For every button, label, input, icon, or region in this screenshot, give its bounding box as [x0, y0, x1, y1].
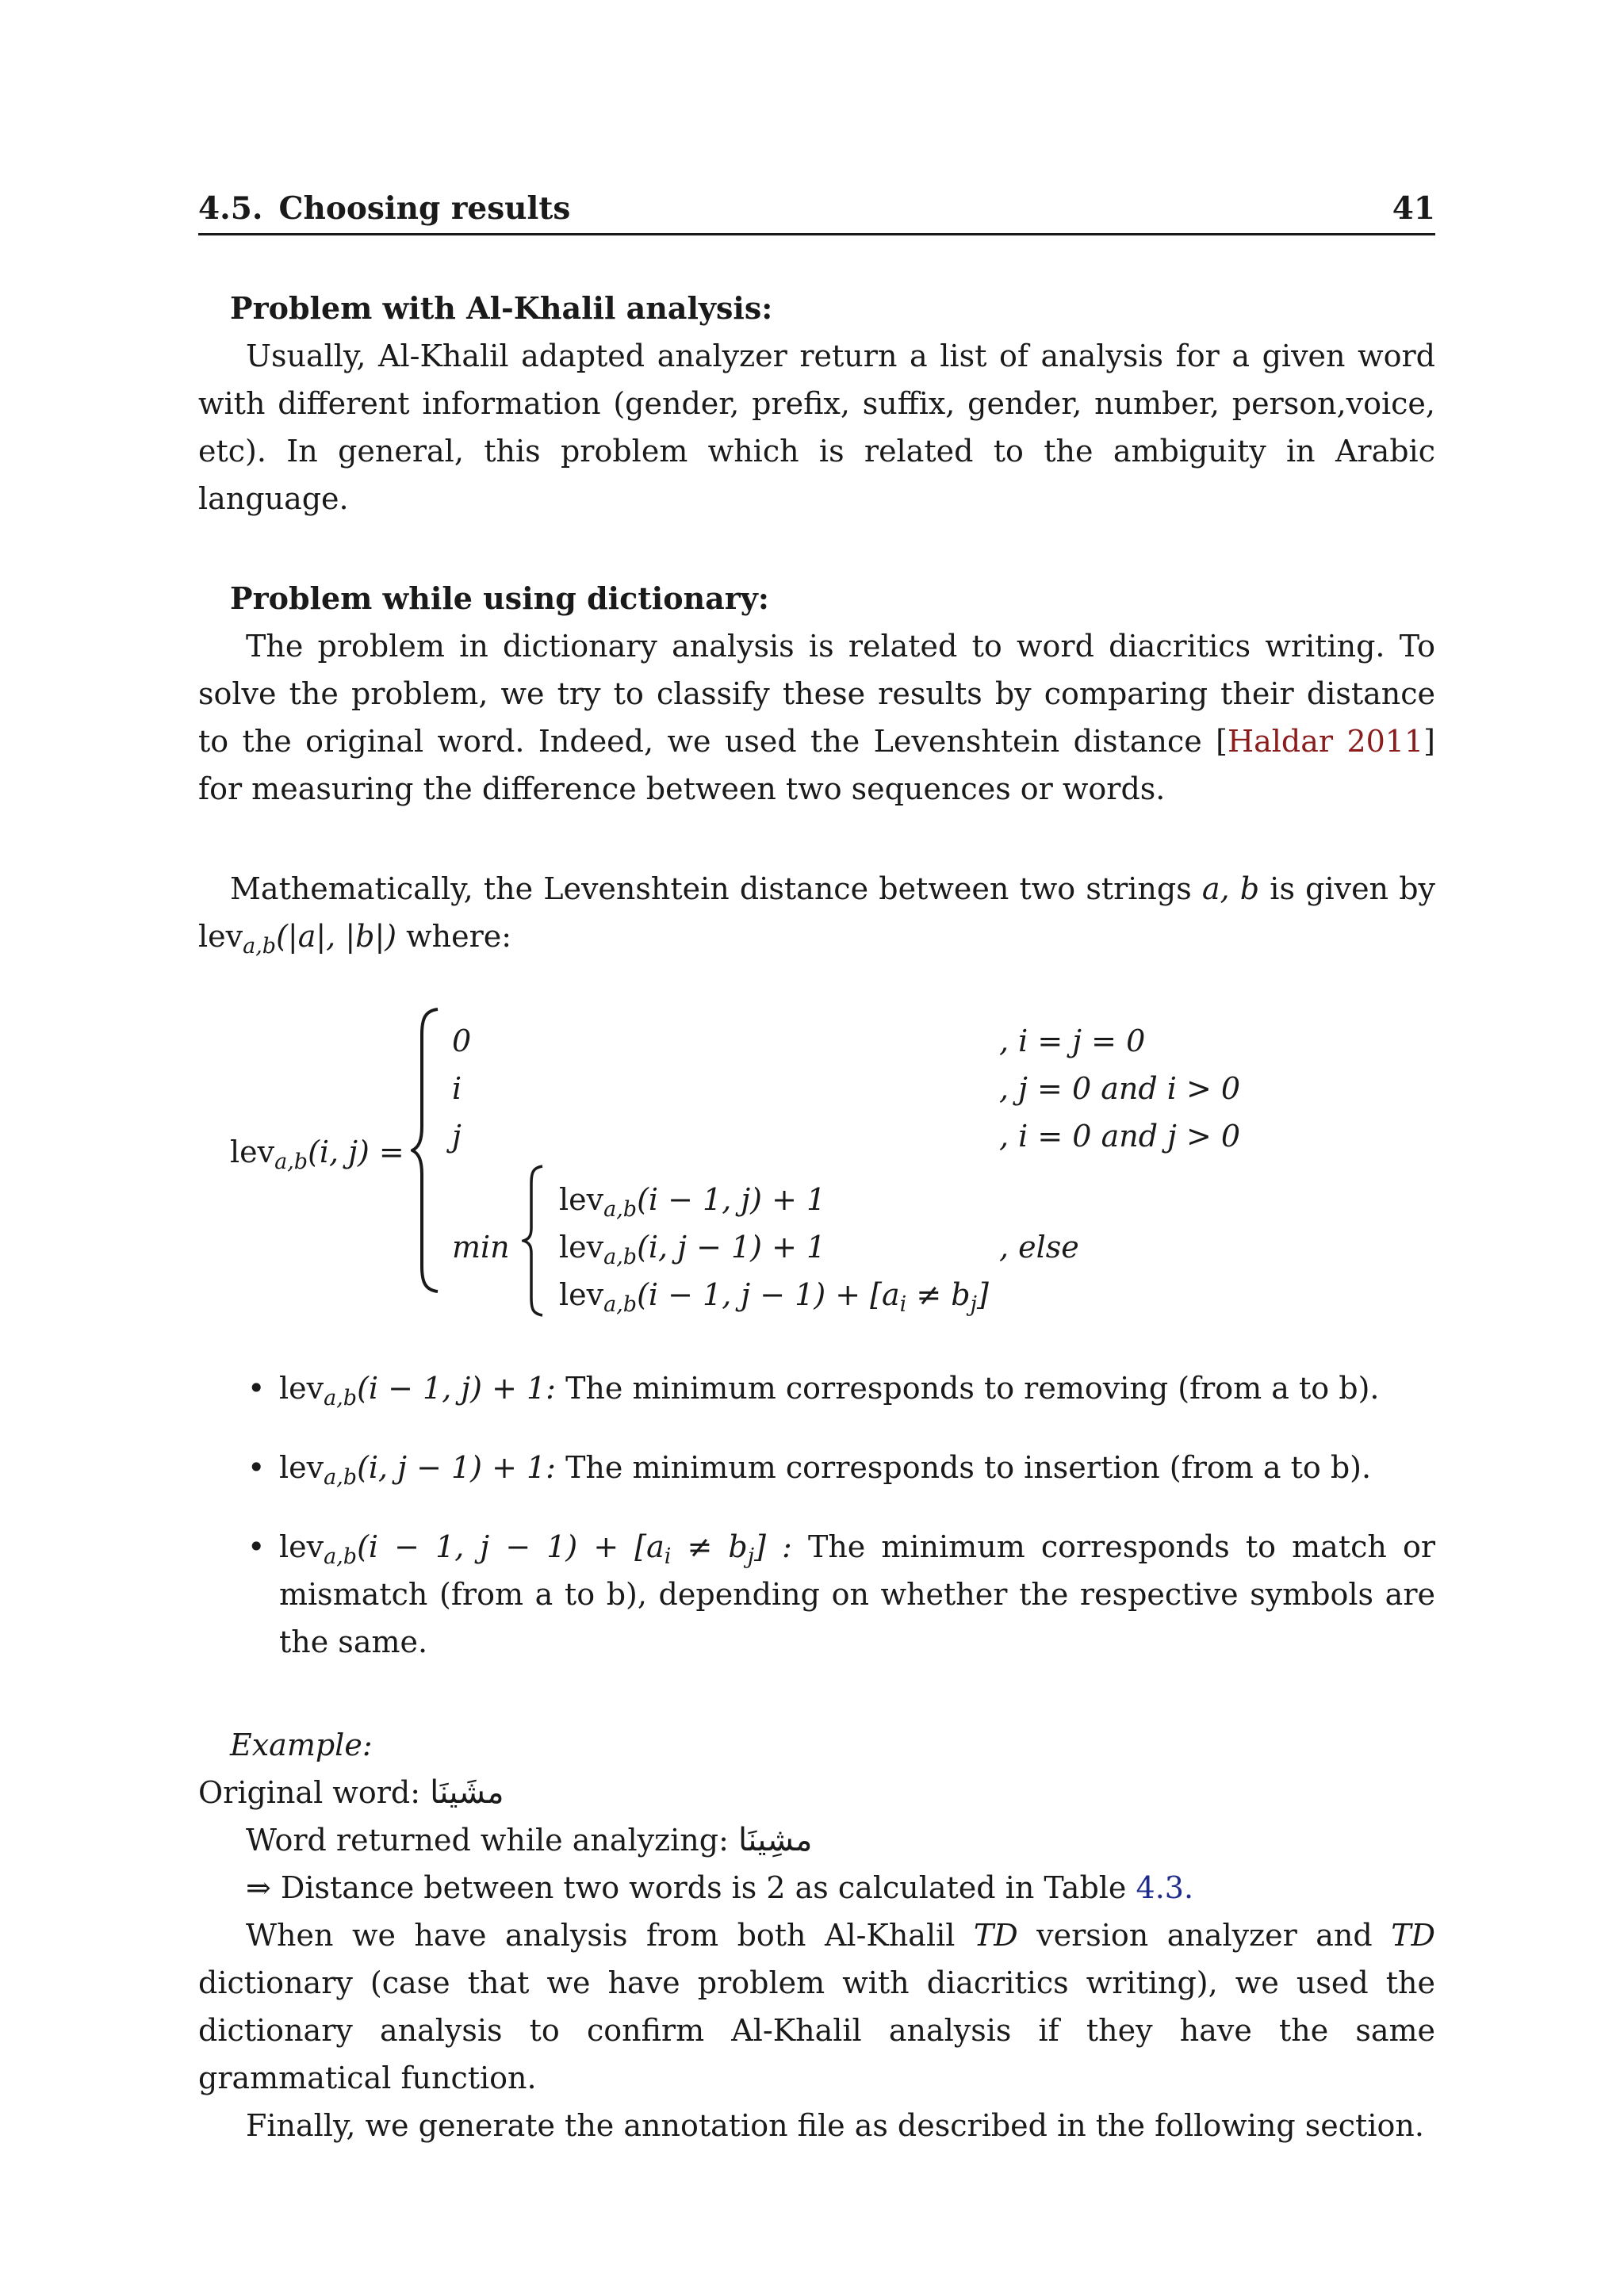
paragraph-al-khalil-problem: Usually, Al-Khalil adapted analyzer return a list of analysis for a given word with different information (gender, prefix, suffix, gender, number, person,voice, etc). In general, this problem which is related to the ambiguity in Arabic language. [198, 339, 1435, 516]
example-heading: Example: [230, 1728, 373, 1762]
min-term-substitution: lev$_{a,b}$(i − 1, $j - 1) + [a_i \ne b_j]$ [559, 1277, 989, 1317]
list-item: • lev$_{a,b}$(i, j − 1) + 1: The minimum corresponds to insertion (from a to b). [198, 1444, 1435, 1491]
paragraph-math-intro: Mathematically, the Levenshtein distance between two strings a, b is given by lev$_{a,b}$(|a|, |b|) where: [198, 871, 1435, 959]
inner-left-brace-icon [522, 1165, 546, 1317]
paragraph-combined-analysis: When we have analysis from both Al-Khalil TD version analyzer and TD dictionary (case that we have problem with diacritics writing), we used the dictionary analysis to confirm Al-Khalil analysis if they have the same grammatical function. [198, 1918, 1435, 2095]
returned-word-line: Word returned while analyzing: مشِينَا [246, 1822, 813, 1858]
left-brace-icon [411, 1008, 442, 1293]
min-term-insertion: lev$_{a,b}$(i, j − 1) + 1 [559, 1230, 826, 1269]
original-word: مشَينَا [430, 1774, 504, 1811]
original-word-line: Original word: مشَينَا [198, 1774, 504, 1811]
running-head [198, 190, 1435, 235]
case-condition: , j = 0 and i > 0 [999, 1071, 1241, 1106]
bullet-icon: • [247, 1529, 266, 1564]
paragraph-final: Finally, we generate the annotation file as described in the following section. [246, 2108, 1424, 2143]
list-item: • lev$_{a,b}$(i − 1, $j - 1) + [a_i \ne b_j]$ : The minimum corresponds to match or mismatch (from a to b), depending on whether the respective symbols are the same. [198, 1523, 1435, 1666]
case-condition: , i = j = 0 [999, 1024, 1146, 1058]
section-number: 4.5. [198, 190, 263, 227]
heading-al-khalil-problem: Problem with Al-Khalil analysis: [230, 290, 773, 326]
heading-dictionary-problem: Problem while using dictionary: [230, 580, 769, 616]
bullet-icon: • [247, 1371, 266, 1406]
distance-line: ⇒ Distance between two words is 2 as calculated in Table 4.3. [246, 1870, 1194, 1905]
case-value: i [452, 1071, 462, 1106]
min-label: min [452, 1230, 510, 1265]
list-item: • lev$_{a,b}$(i − 1, j) + 1: The minimum corresponds to removing (from a to b). [198, 1364, 1435, 1412]
equation-lhs: lev$_{a,b}$(i, j) = [230, 1135, 404, 1174]
citation-link[interactable]: Haldar 2011 [1227, 724, 1424, 759]
page [198, 190, 1435, 2149]
min-term-removal: lev$_{a,b}$(i − 1, j) + 1 [559, 1182, 826, 1222]
bullet-icon: • [247, 1450, 266, 1485]
section-title: Choosing results [278, 190, 571, 227]
running-head-section [198, 190, 570, 227]
bullet-list [198, 1364, 1435, 1666]
levenshtein-equation [198, 1008, 1435, 1317]
paragraph-dictionary-problem: The problem in dictionary analysis is related to word diacritics writing. To solve the problem, we try to classify these results by comparing their distance to the original word. Indeed, we used the Levenshtein distance [Haldar 2011] for measuring the difference between two sequences or words. [198, 629, 1435, 806]
case-value: j [452, 1119, 462, 1154]
case-value: 0 [452, 1024, 472, 1058]
case-condition-else: , else [999, 1230, 1079, 1265]
page-number: 41 [1392, 190, 1435, 227]
case-condition: , i = 0 and j > 0 [999, 1119, 1241, 1154]
table-reference-link[interactable]: 4.3 [1136, 1870, 1184, 1905]
page-content [198, 285, 1435, 2149]
returned-word: مشِينَا [738, 1822, 813, 1858]
